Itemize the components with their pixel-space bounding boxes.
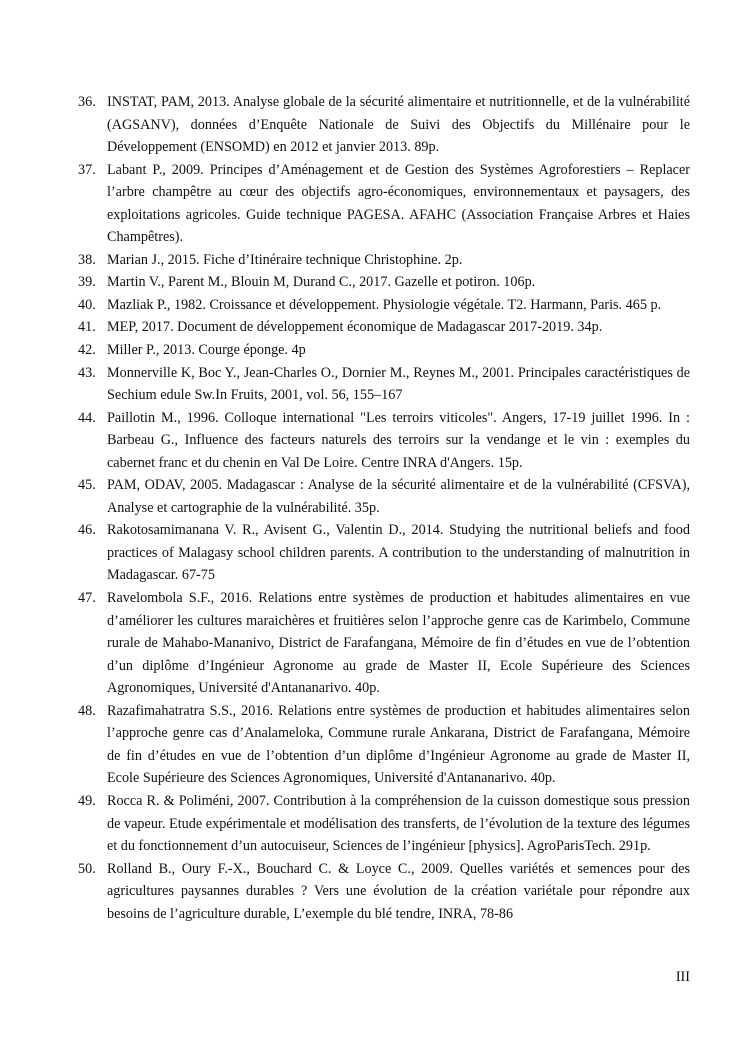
reference-number: 37. — [78, 161, 96, 178]
reference-text: Labant P., 2009. Principes d’Aménagement et de Gestion des Systèmes Agroforestiers – Replacer l’arbre champêtre au cœur des objectifs agro-économiques, environnementaux et paysagers, des exploitations agricoles. Guide technique PAGESA. AFAHC (Association Française Arbres et Haies Champêtres). — [107, 161, 690, 246]
reference-item — [78, 159, 690, 249]
reference-text: Marian J., 2015. Fiche d’Itinéraire technique Christophine. 2p. — [107, 251, 463, 268]
reference-number: 39. — [78, 274, 96, 291]
reference-item — [78, 407, 690, 475]
reference-number: 38. — [78, 251, 96, 268]
reference-item — [78, 91, 690, 159]
reference-number: 47. — [78, 590, 96, 607]
reference-number: 44. — [78, 409, 96, 426]
reference-number: 40. — [78, 296, 96, 313]
reference-text: Razafimahatratra S.S., 2016. Relations entre systèmes de production et habitudes alimentaires selon l’approche genre cas d’Analameloka, Commune rurale Ankarana, District de Farafangana, Mémoire de fin d’études en vue de l’obtention d’un diplôme d’Ingénieur Agronome au grade de Master II, Ecole Supérieure des Sciences Agronomiques, Université d'Antananarivo. 40p. — [107, 702, 690, 787]
reference-number: 46. — [78, 522, 96, 539]
reference-text: MEP, 2017. Document de développement économique de Madagascar 2017-2019. 34p. — [107, 319, 603, 336]
reference-item — [78, 700, 690, 790]
reference-item — [78, 587, 690, 700]
reference-item — [78, 519, 690, 587]
reference-item — [78, 294, 690, 317]
reference-item — [78, 271, 690, 294]
reference-number: 45. — [78, 477, 96, 494]
reference-text: PAM, ODAV, 2005. Madagascar : Analyse de la sécurité alimentaire et de la vulnérabilité (CFSVA), Analyse et cartographie de la vulnérabilité. 35p. — [107, 477, 690, 516]
reference-text: Paillotin M., 1996. Colloque international "Les terroirs viticoles". Angers, 17-19 juillet 1996. In : Barbeau G., Influence des facteurs naturels des terroirs sur la vendange et le vin : exemples du cabernet franc et du chenin en Val De Loire. Centre INRA d'Angers. 15p. — [107, 409, 690, 471]
reference-text: Mazliak P., 1982. Croissance et développement. Physiologie végétale. T2. Harmann, Paris. 465 p. — [107, 296, 662, 313]
reference-list — [78, 91, 690, 925]
page-number: III — [675, 969, 690, 985]
reference-text: Monnerville K, Boc Y., Jean-Charles O., Dornier M., Reynes M., 2001. Principales caractéristiques de Sechium edule Sw.In Fruits, 2001, vol. 56, 155–167 — [107, 364, 690, 404]
reference-number: 41. — [78, 319, 96, 336]
reference-number: 36. — [78, 94, 96, 110]
reference-item — [78, 790, 690, 858]
reference-item — [78, 339, 690, 362]
reference-text: Rocca R. & Poliméni, 2007. Contribution à la compréhension de la cuisson domestique sous pression de vapeur. Etude expérimentale et modélisation des transferts, de l’évolution de la texture des légumes et du fonctionnement d’un autocuiseur, Sciences de l’ingénieur [physics]. AgroParisTech. 291p. — [107, 792, 690, 855]
reference-item — [78, 316, 690, 339]
reference-item — [78, 858, 690, 926]
reference-text: Ravelombola S.F., 2016. Relations entre systèmes de production et habitudes alimentaires en vue d’améliorer les cultures maraichères et fruitières selon l’approche genre cas de Karimbelo, Commune rurale de Mahabo-Mananivo, District de Farafangana, Mémoire de fin d’études en vue de l’obtention d’un diplôme d’Ingénieur Agronome au grade de Master II, Ecole Supérieure des Sciences Agronomiques, Université d'Antananarivo. 40p. — [107, 590, 690, 697]
reference-number: 50. — [78, 860, 96, 877]
reference-text: Rakotosamimanana V. R., Avisent G., Valentin D., 2014. Studying the nutritional beliefs and food practices of Malagasy school children parents. A contribution to the understanding of malnutrition in Madagascar. 67-75 — [107, 522, 690, 584]
reference-text: Rolland B., Oury F.-X., Bouchard C. & Loyce C., 2009. Quelles variétés et semences pour des agricultures paysannes durables ? Vers une évolution de la création variétale pour répondre aux besoins de l’agriculture durable, L’exemple du blé tendre, INRA, 78-86 — [107, 860, 690, 922]
reference-number: 42. — [78, 342, 96, 359]
reference-item — [78, 249, 690, 272]
reference-number: 49. — [78, 792, 96, 809]
reference-number: 43. — [78, 364, 96, 381]
reference-item — [78, 474, 690, 519]
reference-text: Miller P., 2013. Courge éponge. 4p — [107, 342, 306, 359]
reference-item — [78, 362, 690, 407]
reference-text: INSTAT, PAM, 2013. Analyse globale de la sécurité alimentaire et nutritionnelle, et de la vulnérabilité (AGSANV), données d’Enquête Nationale de Suivi des Objectifs du Millénaire pour le Développement (ENSOMD) en 2012 et janvier 2013. 89p. — [107, 94, 690, 156]
reference-number: 48. — [78, 702, 96, 719]
reference-text: Martin V., Parent M., Blouin M, Durand C., 2017. Gazelle et potiron. 106p. — [107, 274, 536, 291]
